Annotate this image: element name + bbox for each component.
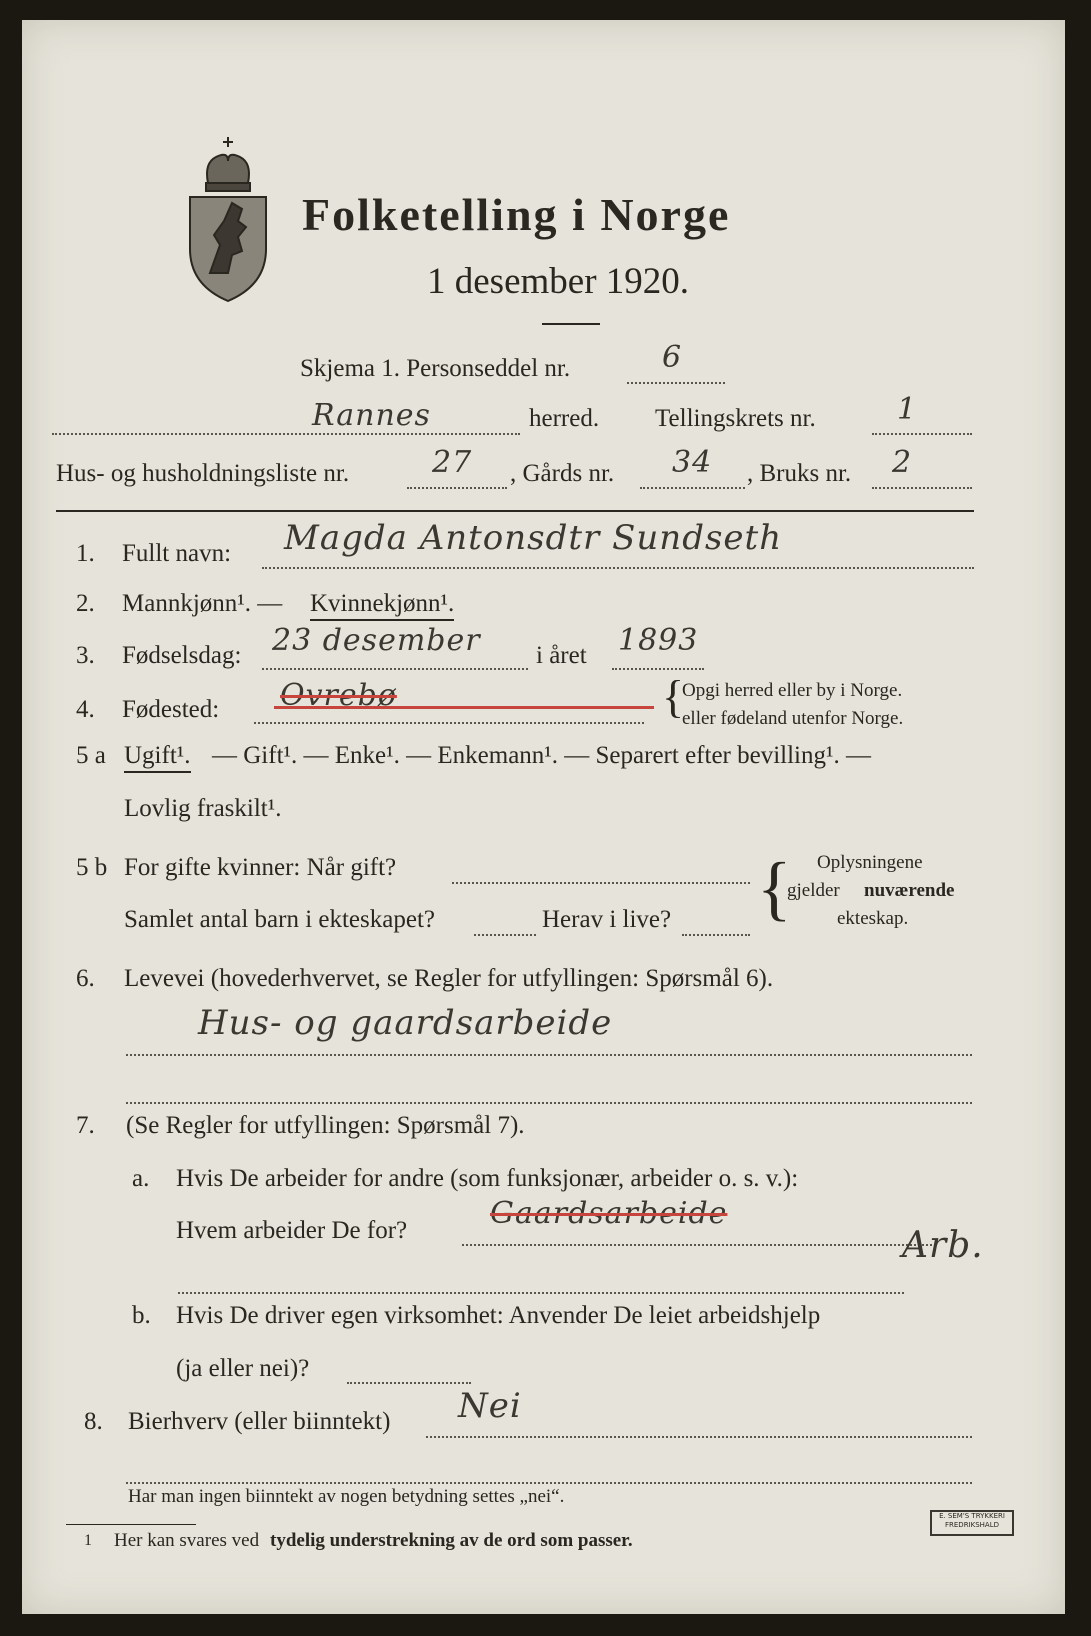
marriage-note-2: gjelder: [787, 880, 840, 901]
husholdningsliste-value: 27: [432, 445, 473, 480]
q7b-number: b.: [132, 1302, 151, 1329]
kvinnekjonn-option: Kvinnekjønn¹.: [310, 590, 454, 621]
personseddel-label: Skjema 1. Personseddel nr.: [300, 355, 571, 382]
footnote-text-b: tydelig understrekning av de ord som passer.: [270, 1530, 633, 1551]
q7b-label: Hvis De driver egen virksomhet: Anvender De leiet arbeidshjelp: [176, 1302, 821, 1329]
q5b-number: 5 b: [76, 854, 108, 881]
married-when-label: For gifte kvinner: Når gift?: [124, 854, 397, 881]
employer-value: Gaardsarbeide: [490, 1196, 728, 1231]
tellingskrets-value: 1: [897, 392, 918, 427]
footnote-number: 1: [84, 1532, 92, 1549]
hired-help-label: (ja eller nei)?: [176, 1355, 310, 1382]
norwegian-coat-of-arms-icon: [182, 135, 274, 305]
q7-label: (Se Regler for utfyllingen: Spørsmål 7).: [126, 1112, 525, 1139]
divider: [542, 323, 600, 325]
printer-stamp: E. SEM'S TRYKKERI FREDRIKSHALD: [930, 1510, 1014, 1536]
q3-number: 3.: [76, 642, 95, 669]
birth-year-label: i året: [536, 642, 587, 669]
gards-label: , Gårds nr.: [510, 460, 615, 487]
herred-value: Rannes: [312, 398, 431, 433]
q1-number: 1.: [76, 540, 95, 567]
footnote-text-a: Her kan svares ved: [114, 1530, 260, 1551]
header-rule: [56, 510, 974, 512]
husholdningsliste-label: Hus- og husholdningsliste nr.: [56, 460, 350, 487]
herred-label: herred.: [529, 405, 600, 432]
q2-number: 2.: [76, 590, 95, 617]
personseddel-value: 6: [662, 340, 683, 375]
q7a-number: a.: [132, 1165, 150, 1192]
marriage-note-2b: nuværende: [864, 880, 955, 901]
census-form: [22, 20, 1065, 1614]
bruks-label: , Bruks nr.: [747, 460, 852, 487]
employer-initials: Arb.: [902, 1225, 984, 1266]
birthplace-value: Ovrebø: [280, 678, 397, 713]
q4-number: 4.: [76, 696, 95, 723]
tellingskrets-label: Tellingskrets nr.: [655, 405, 816, 432]
mannkjonn-option: Mannkjønn¹. —: [122, 590, 283, 617]
occupation-value: Hus- og gaardsarbeide: [198, 1003, 613, 1043]
q6-number: 6.: [76, 965, 95, 992]
footnote-rule: [66, 1524, 196, 1525]
birthplace-note-1: Opgi herred eller by i Norge.: [682, 680, 903, 701]
employer-label: Hvem arbeider De for?: [176, 1217, 408, 1244]
children-alive-label: Herav i live?: [542, 906, 672, 933]
form-date: 1 desember 1920.: [427, 261, 690, 302]
full-name-label: Fullt navn:: [122, 540, 232, 567]
children-count-label: Samlet antal barn i ekteskapet?: [124, 906, 435, 933]
q8-number: 8.: [84, 1408, 103, 1435]
birthplace-note-2: eller fødeland utenfor Norge.: [682, 708, 904, 729]
marriage-note-1: Oplysningene: [817, 852, 923, 873]
full-name-value: Magda Antonsdtr Sundseth: [284, 518, 783, 558]
occupation-label: Levevei (hovederhvervet, se Regler for utfyllingen: Spørsmål 6).: [124, 965, 774, 992]
secondary-income-label: Bierhverv (eller biinntekt): [128, 1408, 391, 1435]
birth-year-value: 1893: [618, 623, 699, 658]
footer-note: Har man ingen biinntekt av nogen betydning settes „nei“.: [128, 1486, 565, 1507]
strikethrough-line: [274, 706, 654, 709]
q7-number: 7.: [76, 1112, 95, 1139]
civil-status-options: — Gift¹. — Enke¹. — Enkemann¹. — Separert efter bevilling¹. —: [212, 742, 871, 769]
birthplace-label: Fødested:: [122, 696, 220, 723]
ugift-option: Ugift¹.: [124, 742, 191, 773]
bruks-value: 2: [892, 445, 913, 480]
form-title: Folketelling i Norge: [302, 189, 731, 240]
brace-icon: {: [662, 671, 685, 722]
q5a-number: 5 a: [76, 742, 106, 769]
q7a-label: Hvis De arbeider for andre (som funksjonær, arbeider o. s. v.):: [176, 1165, 799, 1192]
marriage-note-3: ekteskap.: [837, 908, 909, 929]
brace-icon: {: [757, 848, 792, 928]
gards-value: 34: [672, 445, 713, 480]
secondary-income-value: Nei: [458, 1386, 522, 1426]
birthday-label: Fødselsdag:: [122, 642, 242, 669]
birthday-value: 23 desember: [272, 623, 481, 658]
fraskilt-option: Lovlig fraskilt¹.: [124, 795, 282, 822]
